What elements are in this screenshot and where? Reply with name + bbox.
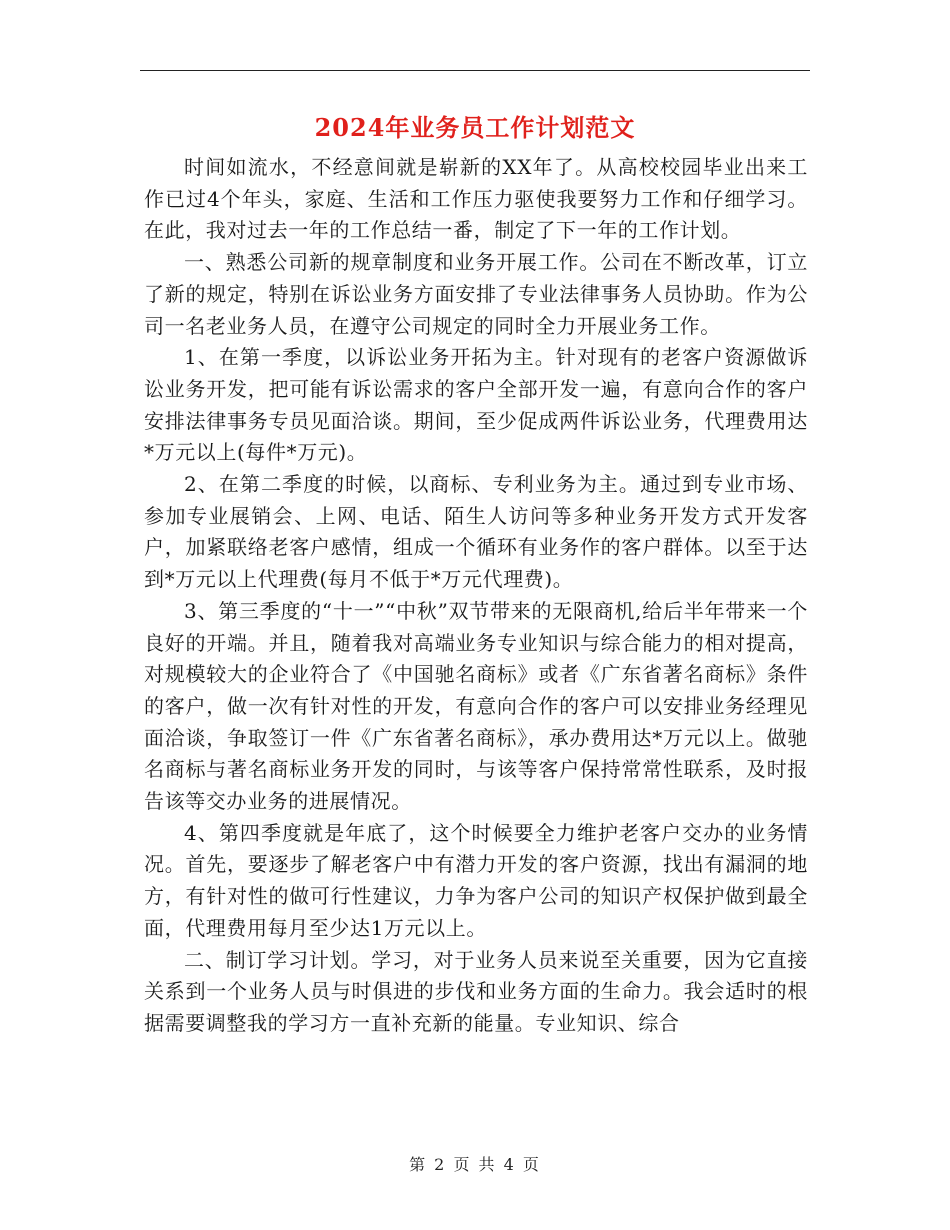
paragraph-q3: 3、第三季度的“十一”“中秋”双节带来的无限商机,给后半年带来一个良好的开端。并且，随着我对高端业务专业知识与综合能力的相对提高，对规模较大的企业符合了《中国驰名商标》或者《广东省著名商标》条件的客户，做一次有针对性的开发，有意向合作的客户可以安排业务经理见面洽谈，争取签订一件《广东省著名商标》，承办费用达*万元以上。做驰名商标与著名商标业务开发的同时，与该等客户保持常常性联系，及时报告该等交办业务的进展情况。	[144, 598, 808, 814]
paragraph-section-two: 二、制订学习计划。学习，对于业务人员来说至关重要，因为它直接关系到一个业务人员与时俱进的步伐和业务方面的生命力。我会适时的根据需要调整我的学习方一直补充新的能量。专业知识、综合	[144, 947, 808, 1035]
paragraph-section-one: 一、熟悉公司新的规章制度和业务开展工作。公司在不断改革，订立了新的规定，特别在诉讼业务方面安排了专业法律事务人员协助。作为公司一名老业务人员，在遵守公司规定的同时全力开展业务工作。	[144, 250, 808, 338]
paragraph-q4: 4、第四季度就是年底了，这个时候要全力维护老客户交办的业务情况。首先，要逐步了解老客户中有潜力开发的客户资源，找出有漏洞的地方，有针对性的做可行性建议，力争为客户公司的知识产权保护做到最全面，代理费用每月至少达1万元以上。	[144, 820, 808, 940]
page-number: 第 2 页 共 4 页	[409, 1155, 541, 1174]
paragraph-intro: 时间如流水，不经意间就是崭新的XX年了。从高校校园毕业出来工作已过4个年头，家庭、生活和工作压力驱使我要努力工作和仔细学习。在此，我对过去一年的工作总结一番，制定了下一年的工作计划。	[144, 155, 808, 243]
paragraph-q2: 2、在第二季度的时候，以商标、专利业务为主。通过到专业市场、参加专业展销会、上网、电话、陌生人访问等多种业务开发方式开发客户，加紧联络老客户感情，组成一个循环有业务作的客户群体。以至于达到*万元以上代理费(每月不低于*万元代理费)。	[144, 472, 808, 592]
header-rule	[140, 70, 810, 71]
document-title: 2024年业务员工作计划范文	[314, 113, 636, 142]
paragraph-q1: 1、在第一季度，以诉讼业务开拓为主。针对现有的老客户资源做诉讼业务开发，把可能有诉讼需求的客户全部开发一遍，有意向合作的客户安排法律事务专员见面洽谈。期间，至少促成两件诉讼业务，代理费用达*万元以上(每件*万元)。	[144, 345, 808, 465]
document-body	[144, 152, 808, 1040]
